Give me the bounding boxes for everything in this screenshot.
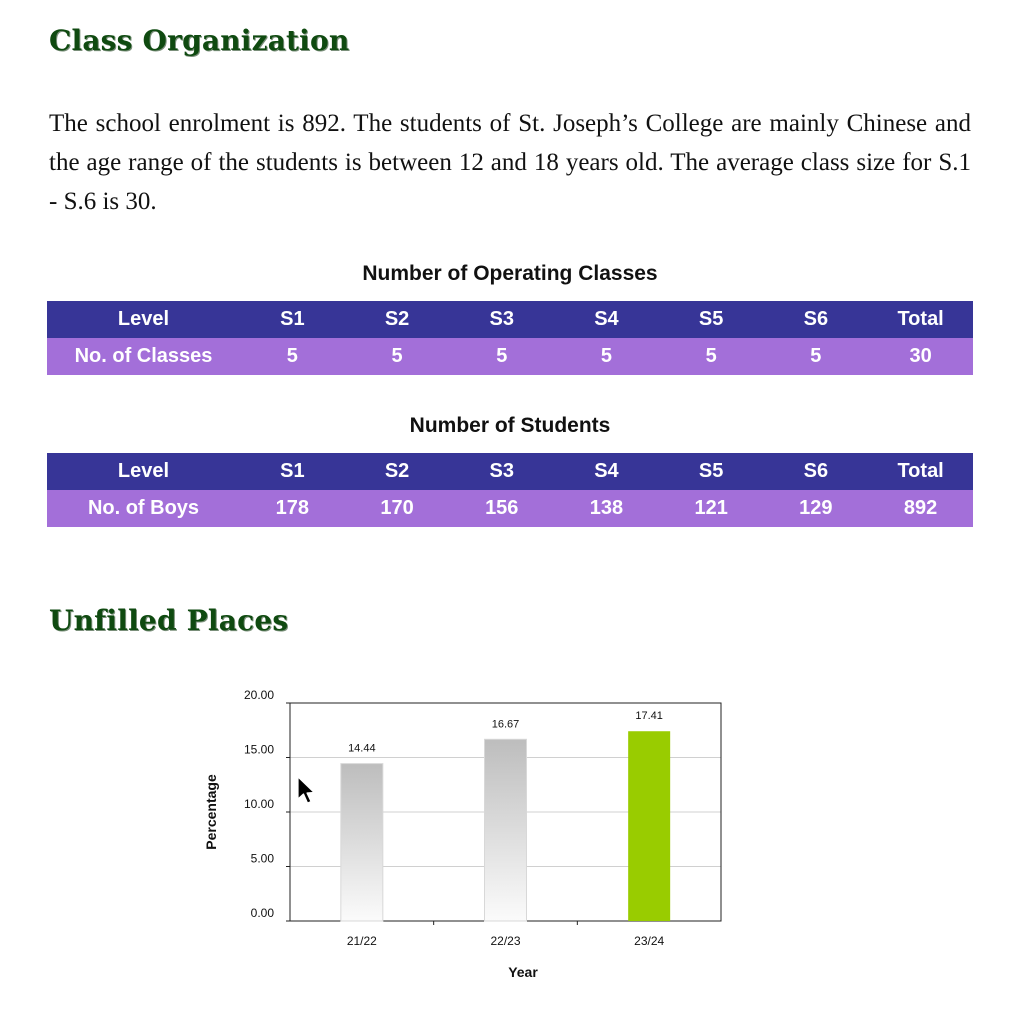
section-heading-unfilled-places: Unfilled Places	[49, 604, 289, 637]
classes-table-title: Number of Operating Classes	[362, 262, 658, 285]
data-cell: 129	[764, 490, 869, 527]
header-cell: S1	[240, 301, 345, 338]
table-row	[47, 338, 973, 375]
students-table-header-row	[47, 453, 973, 490]
data-cell: 5	[764, 338, 869, 375]
data-cell: 121	[659, 490, 764, 527]
data-cell: 178	[240, 490, 345, 527]
data-cell: 5	[554, 338, 659, 375]
bar	[485, 739, 527, 921]
data-cell: 30	[868, 338, 973, 375]
students-table-title: Number of Students	[409, 414, 611, 437]
table-row	[47, 490, 973, 527]
intro-paragraph: The school enrolment is 892. The students of St. Joseph’s College are mainly Chinese and the age range of the students is between 12 and 18 years old. The average class size for S.1 - S.6 is 30.	[49, 110, 971, 215]
data-label: 16.67	[491, 718, 520, 731]
x-axis-label: Year	[508, 964, 538, 980]
bar	[628, 731, 670, 921]
data-cell: 892	[868, 490, 973, 527]
header-cell: S5	[659, 301, 764, 338]
header-cell: S2	[345, 453, 450, 490]
classes-table-header-row	[47, 301, 973, 338]
data-cell: 170	[345, 490, 450, 527]
x-tick-label: 21/22	[346, 934, 377, 948]
unfilled-places-chart	[0, 680, 1014, 1000]
y-tick-label: 0.00	[250, 906, 274, 920]
bar	[341, 764, 383, 921]
header-cell: S5	[659, 453, 764, 490]
header-cell: S6	[764, 301, 869, 338]
header-cell: S4	[554, 301, 659, 338]
x-tick-label: 23/24	[634, 934, 665, 948]
section-heading-class-organization: Class Organization	[49, 24, 350, 57]
header-cell: S3	[449, 453, 554, 490]
row-label-cell: No. of Boys	[47, 490, 240, 527]
data-cell: 5	[240, 338, 345, 375]
header-cell: S1	[240, 453, 345, 490]
header-cell: Total	[868, 301, 973, 338]
classes-table	[47, 301, 973, 375]
y-tick-label: 20.00	[243, 688, 274, 702]
y-tick-label: 10.00	[243, 797, 274, 811]
header-cell: Level	[47, 453, 240, 490]
header-cell: S4	[554, 453, 659, 490]
data-cell: 5	[659, 338, 764, 375]
header-cell: S3	[449, 301, 554, 338]
data-label: 17.41	[635, 710, 663, 723]
y-tick-label: 5.00	[250, 851, 274, 866]
data-cell: 138	[554, 490, 659, 527]
header-cell: Level	[47, 301, 240, 338]
y-tick-label: 15.00	[243, 742, 274, 757]
data-cell: 156	[449, 490, 554, 527]
students-table	[47, 453, 973, 527]
data-label: 14.44	[348, 742, 376, 755]
header-cell: Total	[868, 453, 973, 490]
header-cell: S6	[764, 453, 869, 490]
mouse-cursor-icon	[296, 776, 316, 806]
header-cell: S2	[345, 301, 450, 338]
data-cell: 5	[345, 338, 450, 375]
row-label-cell: No. of Classes	[47, 338, 240, 375]
data-cell: 5	[449, 338, 554, 375]
x-tick-label: 22/23	[490, 934, 521, 948]
y-axis-label: Percentage	[203, 774, 219, 850]
